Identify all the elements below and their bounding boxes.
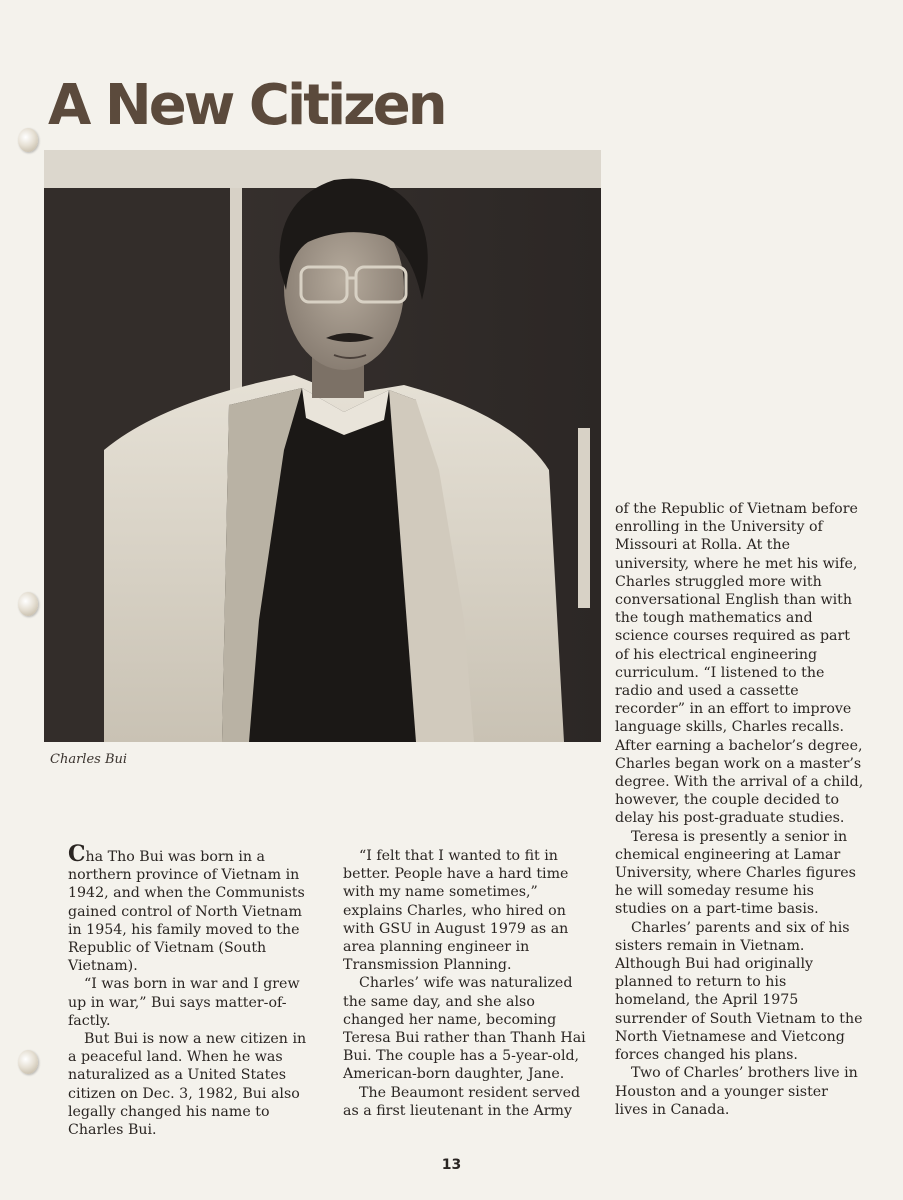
paragraph: Charles’ wife was naturalized the same day, and she also changed her name, becoming Teresa Bui rather than Thanh Hai Bui. The couple has a 5-year-old, American-born daughter, Jane. (343, 975, 586, 1083)
page-number: 13 (441, 1157, 462, 1173)
article-column-1 (68, 841, 312, 1139)
article-column-3 (615, 500, 865, 1119)
drop-cap: C (68, 841, 86, 867)
article-title: A New Citizen (48, 73, 445, 138)
photo-caption: Charles Bui (50, 752, 128, 767)
paragraph: Teresa is presently a senior in chemical engineering at Lamar University, where Charles figures he will someday resume his studies on a part-time basis. (615, 828, 856, 918)
paragraph: Two of Charles’ brothers live in Houston and a younger sister lives in Canada. (615, 1065, 858, 1118)
portrait-photo (44, 150, 601, 742)
paragraph: “I was born in war and I grew up in war,” Bui says matter-of-factly. (68, 976, 300, 1029)
paragraph: But Bui is now a new citizen in a peaceful land. When he was naturalized as a United States citizen on Dec. 3, 1982, Bui also legally changed his name to Charles Bui. (68, 1031, 307, 1139)
binder-hole (18, 592, 38, 616)
paragraph: Charles’ parents and six of his sisters remain in Vietnam. Although Bui had originally planned to return to his homeland, the April 1975 surrender of South Vietnam to the North Vietnamese and Vietcong forces changed his plans. (615, 919, 863, 1064)
paragraph: of the Republic of Vietnam before enrolling in the University of Missouri at Rolla. At the university, where he met his wife, Charles struggled more with conversational English than with the tough mathematics and science courses required as part of his electrical engineering curriculum. “I listened to the radio and used a cassette recorder” in an effort to improve language skills, Charles recalls. After earning a bachelor’s degree, Charles began work on a master’s degree. With the arrival of a child, however, the couple decided to delay his post-graduate studies. (615, 501, 864, 827)
binder-hole (18, 1050, 38, 1074)
paragraph: The Beaumont resident served as a first lieutenant in the Army (343, 1084, 581, 1119)
paragraph: “I felt that I wanted to fit in better. People have a hard time with my name sometimes,” explains Charles, who hired on with GSU in August 1979 as an area planning engineer in Transmission Planning. (343, 848, 569, 974)
article-column-2 (343, 847, 588, 1120)
binder-hole (18, 128, 38, 152)
portrait-illustration (44, 150, 601, 742)
paragraph (68, 841, 312, 975)
paragraph-text: ha Tho Bui was born in a northern province of Vietnam in 1942, and when the Communists gained control of North Vietnam in 1954, his family moved to the Republic of Vietnam (South Vietnam). (68, 849, 305, 975)
